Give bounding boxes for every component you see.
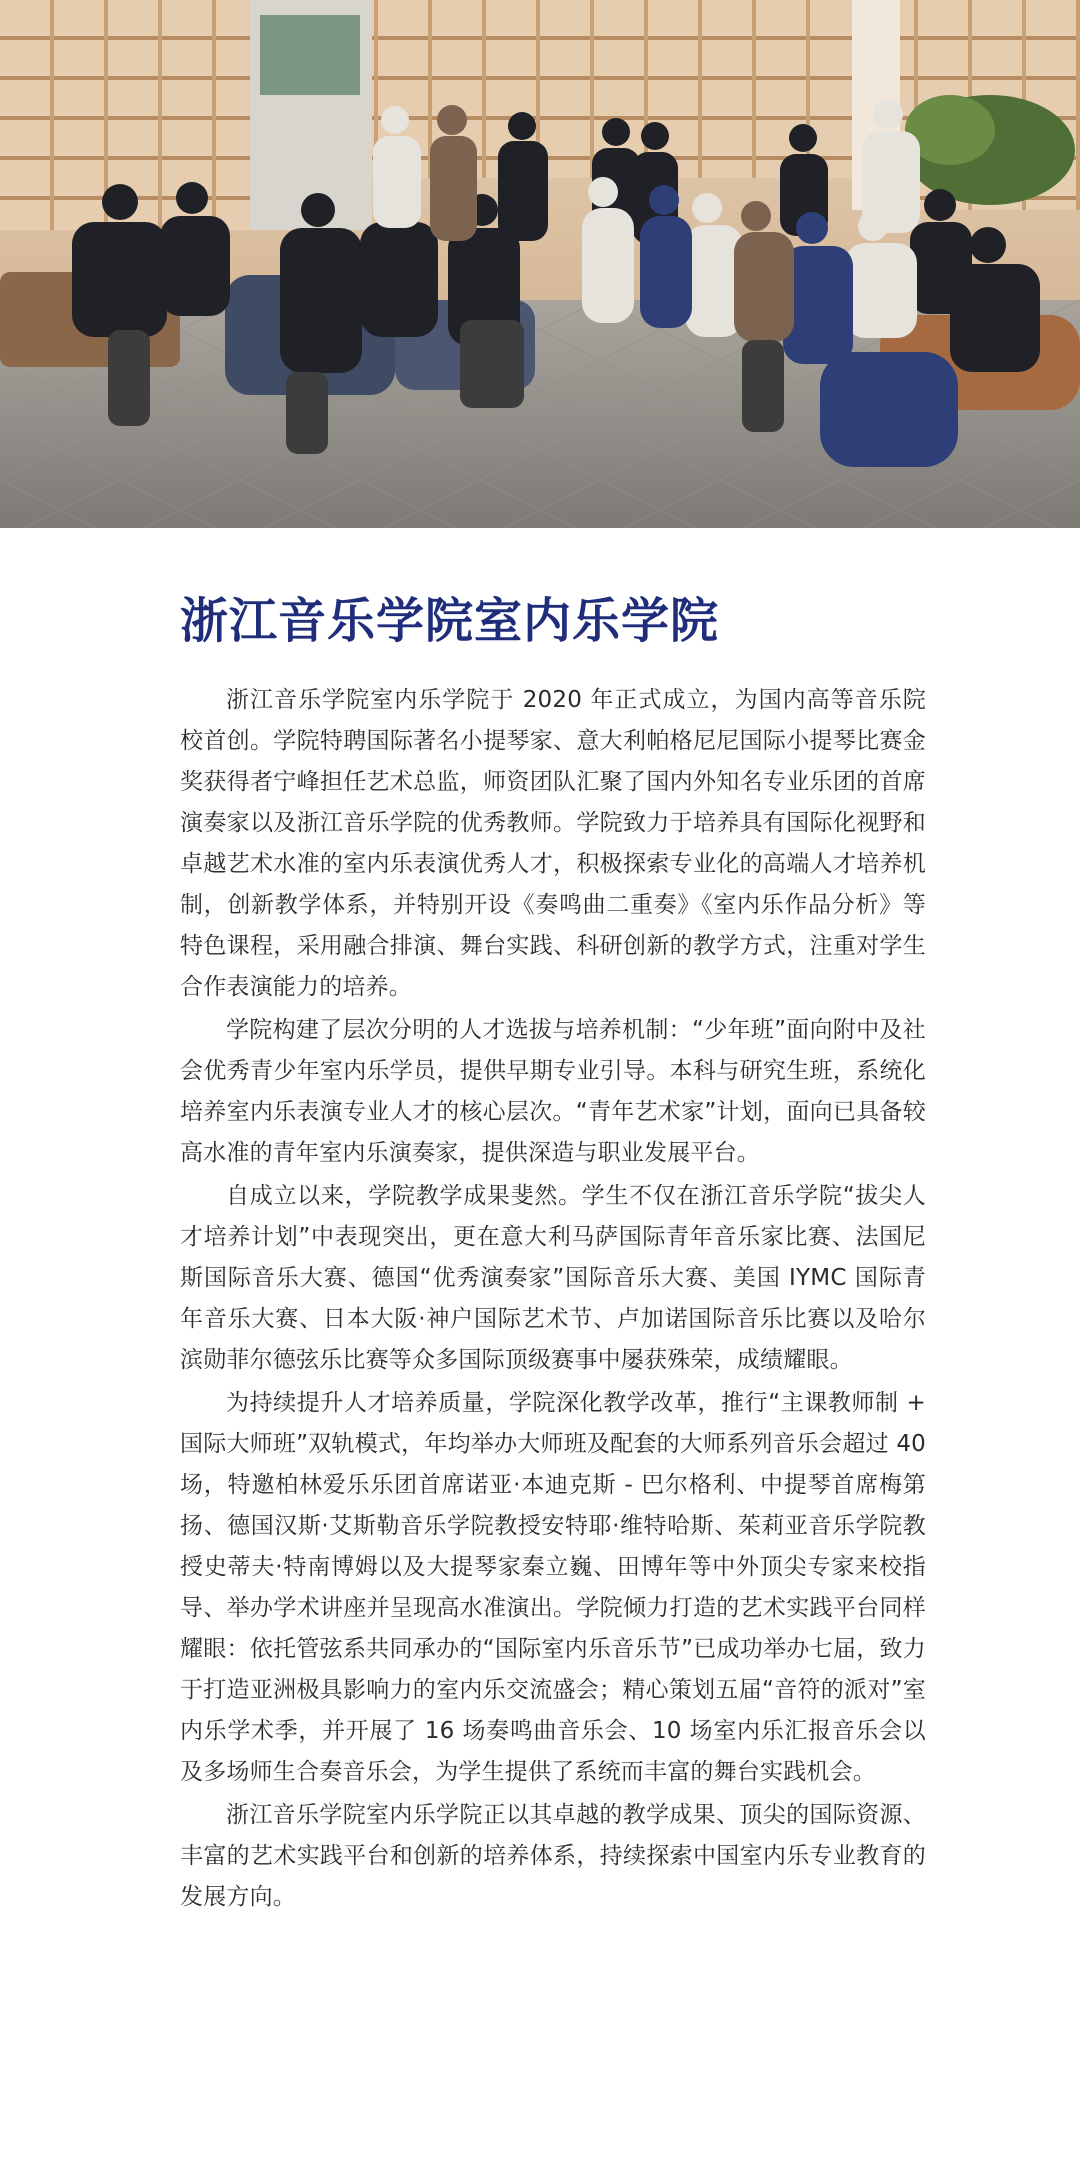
article [180,592,926,1920]
paragraph-conclusion: 浙江音乐学院室内乐学院正以其卓越的教学成果、顶尖的国际资源、丰富的艺术实践平台和创新的培养体系，持续探索中国室内乐专业教育的发展方向。 [180,1802,926,1910]
group-photo-image [0,0,1080,528]
paragraph-mechanism: 学院构建了层次分明的人才选拔与培养机制：“少年班”面向附中及社会优秀青少年室内乐学员，提供早期专业引导。本科与研究生班，系统化培养室内乐表演专业人才的核心层次。“青年艺术家”计划，面向已具备较高水准的青年室内乐演奏家，提供深造与职业发展平台。 [180,1017,926,1166]
paragraph-intro: 浙江音乐学院室内乐学院于 2020 年正式成立，为国内高等音乐院校首创。学院特聘国际著名小提琴家、意大利帕格尼尼国际小提琴比赛金奖获得者宁峰担任艺术总监，师资团队汇聚了国内外知名专业乐团的首席演奏家以及浙江音乐学院的优秀教师。学院致力于培养具有国际化视野和卓越艺术水准的室内乐表演优秀人才，积极探索专业化的高端人才培养机制，创新教学体系，并特别开设《奏鸣曲二重奏》《室内乐作品分析》等特色课程，采用融合排演、舞台实践、科研创新的教学方式，注重对学生合作表演能力的培养。 [180,687,926,1000]
paragraph-masterclasses: 为持续提升人才培养质量，学院深化教学改革，推行“主课教师制 + 国际大师班”双轨模式，年均举办大师班及配套的大师系列音乐会超过 40 场，特邀柏林爱乐乐团首席诺亚·本迪克斯 - 巴尔格利、中提琴首席梅第扬、德国汉斯·艾斯勒音乐学院教授安特耶·维特哈斯、茱莉亚音乐学院教授史蒂夫·特南博姆以及大提琴家秦立巍、田博年等中外顶尖专家来校指导、举办学术讲座并呈现高水准演出。学院倾力打造的艺术实践平台同样耀眼：依托管弦系共同承办的“国际室内乐音乐节”已成功举办七届，致力于打造亚洲极具影响力的室内乐交流盛会；精心策划五届“音符的派对”室内乐学术季，并开展了 16 场奏鸣曲音乐会、10 场室内乐汇报音乐会以及多场师生合奏音乐会，为学生提供了系统而丰富的舞台实践机会。 [180,1390,926,1785]
paragraph-achievements: 自成立以来，学院教学成果斐然。学生不仅在浙江音乐学院“拔尖人才培养计划”中表现突出，更在意大利马萨国际青年音乐家比赛、法国尼斯国际音乐大赛、德国“优秀演奏家”国际音乐大赛、美国 IYMC 国际青年音乐大赛、日本大阪·神户国际艺术节、卢加诺国际音乐比赛以及哈尔滨勋菲尔德弦乐比赛等众多国际顶级赛事中屡获殊荣，成绩耀眼。 [180,1183,926,1373]
group-photo [0,0,1080,528]
article-title: 浙江音乐学院室内乐学院 [180,593,720,649]
